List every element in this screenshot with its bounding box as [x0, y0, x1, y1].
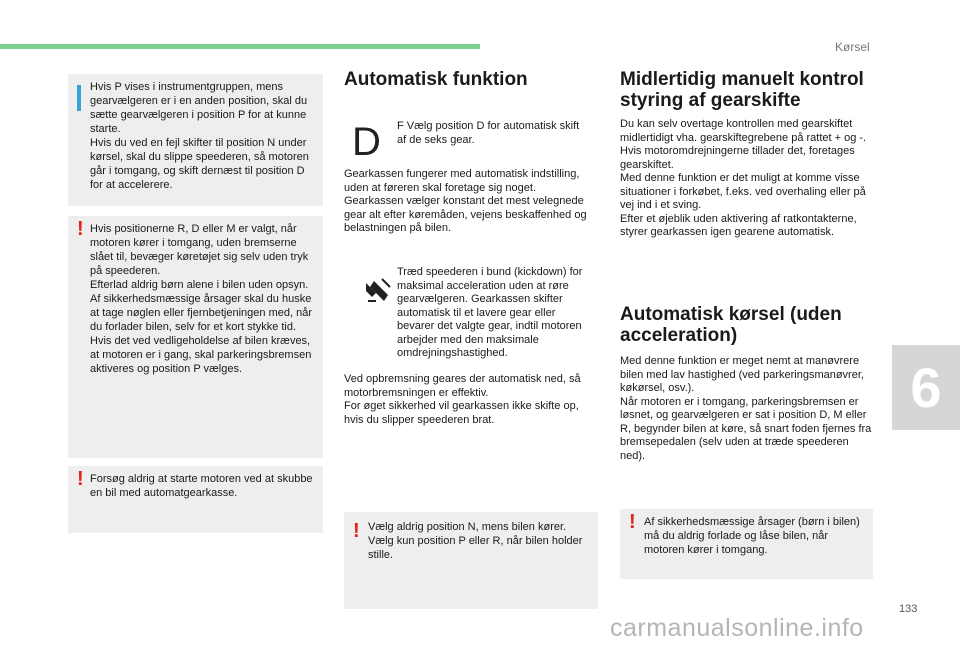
kickdown-text: Træd speederen i bund (kickdown) for maksimal acceleration uden at røre gearvælgeren. Gearkassen skifter automatisk til et lavere gear eller bevarer det valgte gear, indtil motoren arbejder med den maksimale omdrejningshastighed. — [397, 266, 583, 359]
info-box — [68, 74, 323, 206]
page-number: 133 — [899, 603, 918, 615]
section-title: Kørsel — [835, 40, 870, 54]
warning-box — [68, 216, 323, 458]
watermark-text: carmanualsonline.info — [610, 614, 864, 642]
section-heading: Midlertidig manuelt kontrol styring af gearskifte — [620, 69, 864, 111]
body-paragraph: Med denne funktion er meget nemt at manøvrere bilen med lav hastighed (ved parkeringsmanøvrer, køkørsel, osv.). Når motoren er i tomgang, parkeringsbremsen er løsnet, og gearvælgeren er sat i position D, M eller R, begynder bilen at køre, så snart foden fjernes fra bremsepedalen (selv uden at træde speederen ned). — [620, 355, 872, 462]
warning-icon: ! — [77, 468, 84, 490]
info-icon — [77, 85, 81, 111]
chapter-number: 6 — [910, 356, 942, 419]
warning-text: Hvis positionerne R, D eller M er valgt, når motoren kører i tomgang, uden bremserne slået til, bevæger køretøjet sig selv uden tryk på speederen. Efterlad aldrig børn alene i bilen uden opsyn. Af sikkerhedsmæssige årsager skal du huske at tage nøglen eller fjernbetjeningen med, når du forlader bilen, selv for et kort stykke tid. Hvis det ved vedligeholdelse af bilen kræves, at motoren er i gang, skal parkeringsbremsen aktiveres og position P vælges. — [90, 223, 312, 375]
warning-icon: ! — [77, 218, 84, 240]
warning-box — [344, 512, 598, 609]
warning-icon: ! — [353, 520, 360, 542]
warning-box — [68, 466, 323, 533]
info-text: Hvis P vises i instrumentgruppen, mens gearvælgeren er i en anden position, skal du sætte gearvælgeren i position P for at kunne starte. Hvis du ved en fejl skifter til position N under kørsel, skal du slippe speederen, så motoren går i tomgang, og skift dernæst til position D for at accelerere. — [90, 81, 309, 191]
warning-text: Af sikkerhedsmæssige årsager (børn i bilen) må du aldrig forlade og låse bilen, når motoren kører i tomgang. — [644, 516, 860, 556]
section-heading: Automatisk kørsel (uden acceleration) — [620, 304, 842, 346]
step-instruction: F Vælg position D for automatisk skift af de seks gear. — [397, 120, 580, 146]
kickdown-pedal-icon — [362, 275, 394, 307]
body-paragraph: Ved opbremsning geares der automatisk ned, så motorbremsningen er effektiv. For øget sikkerhed vil gearkassen ikke skifte op, hvis du slipper speederen brat. — [344, 373, 581, 426]
warning-text: Forsøg aldrig at starte motoren ved at skubbe en bil med automatgearkasse. — [90, 473, 313, 499]
section-heading: Automatisk funktion — [344, 69, 528, 90]
body-paragraph: Gearkassen fungerer med automatisk indstilling, uden at føreren skal foretage sig noget. Gearkassen vælger konstant det mest velegnede gear alt efter køremåden, vejens beskaffenhed og belastningen på bilen. — [344, 168, 587, 234]
warning-box — [620, 509, 873, 579]
drive-mode-letter: D — [352, 120, 381, 164]
warning-text: Vælg aldrig position N, mens bilen kører. Vælg kun position P eller R, når bilen holder stille. — [368, 521, 583, 561]
body-paragraph: Du kan selv overtage kontrollen med gearskiftet midlertidigt vha. gearskiftegrebene på rattet + og -. Hvis motoromdrejningerne tillader det, foretages gearskiftet. Med denne funktion er det muligt at komme visse situationer i forkøbet, f.eks. ved overhaling eller på vej ind i et sving. Efter et øjeblik uden aktivering af ratkontakterne, styrer gearkassen igen gearene automatisk. — [620, 118, 867, 238]
header-accent-bar — [0, 44, 480, 49]
warning-icon: ! — [629, 511, 636, 533]
